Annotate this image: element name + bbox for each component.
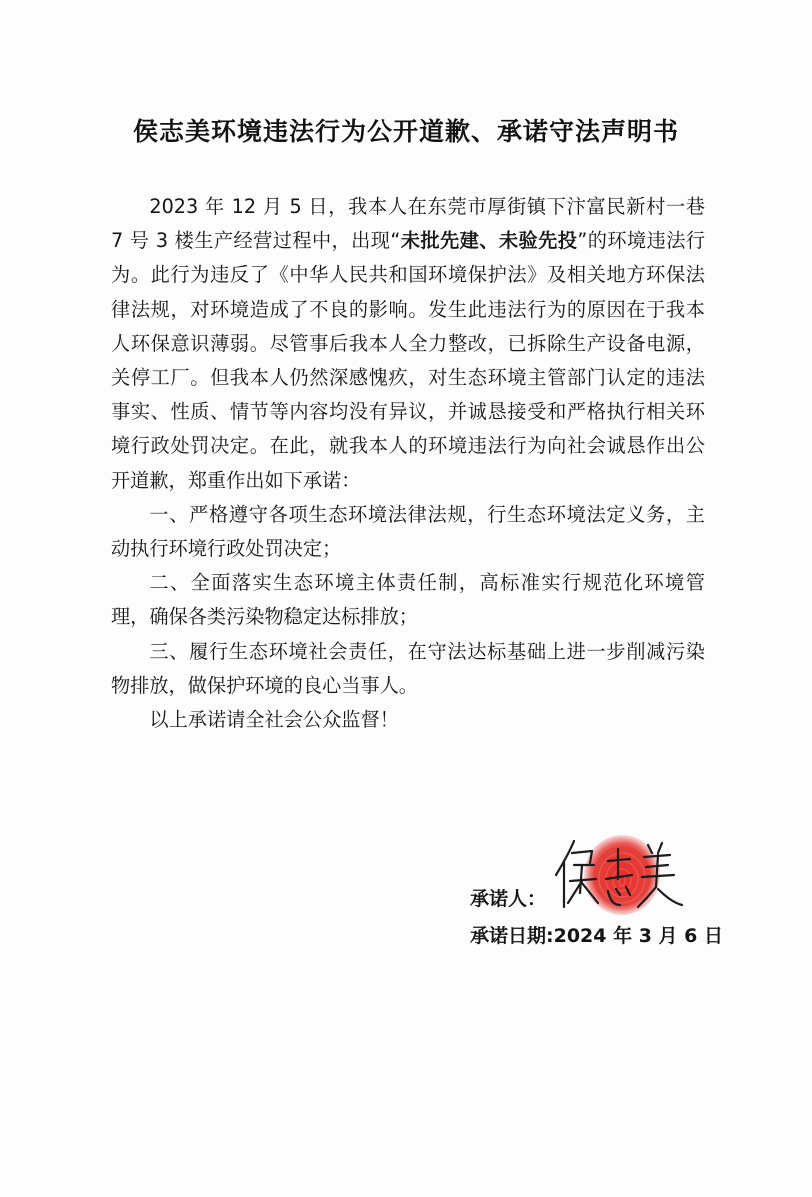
commitment-date: 承诺日期:2024 年 3 月 6 日	[470, 925, 723, 947]
paragraph-emphasis: 未批先建、未验先投	[400, 229, 578, 253]
signer-label: 承诺人：	[470, 888, 547, 910]
paragraph-text-before: 2023 年 12 月 5 日，我本人在东莞市厚街镇下汴富民新村一巷 7 号 3 楼生产经营过程中，出现“	[111, 195, 705, 253]
paragraph-statement	[111, 190, 705, 498]
handwritten-signature	[548, 835, 688, 915]
commitment-3: 三、履行生态环境社会责任，在守法达标基础上进一步削减污染物排放，做保护环境的良心当事人。	[111, 639, 705, 697]
commitment-2: 二、全面落实生态环境主体责任制，高标准实行规范化环境管理，确保各类污染物稳定达标排放；	[111, 571, 705, 629]
closing-line: 以上承诺请全社会公众监督！	[149, 708, 399, 732]
document-body	[111, 190, 705, 737]
document-title: 侯志美环境违法行为公开道歉、承诺守法声明书	[132, 117, 679, 146]
commitment-1: 一、严格遵守各项生态环境法律法规，行生态环境法定义务，主动执行环境行政处罚决定；	[111, 502, 705, 561]
paragraph-text-after: ”的环境违法行为。此行为违反了《中华人民共和国环境保护法》及相关地方环保法律法规，对环境造成了不良的影响。发生此违法行为的原因在于我本人环保意识薄弱。尽管事后我本人全力整改，已拆除生产设备电源，关停工厂。但我本人仍然深感愧疚，对生态环境主管部门认定的违法事实、性质、情节等内容均没有异议，并诚恳接受和严格执行相关环境行政处罚决定。在此，就我本人的环境违法行为向社会诚恳作出公开道歉，郑重作出如下承诺：	[111, 229, 706, 492]
